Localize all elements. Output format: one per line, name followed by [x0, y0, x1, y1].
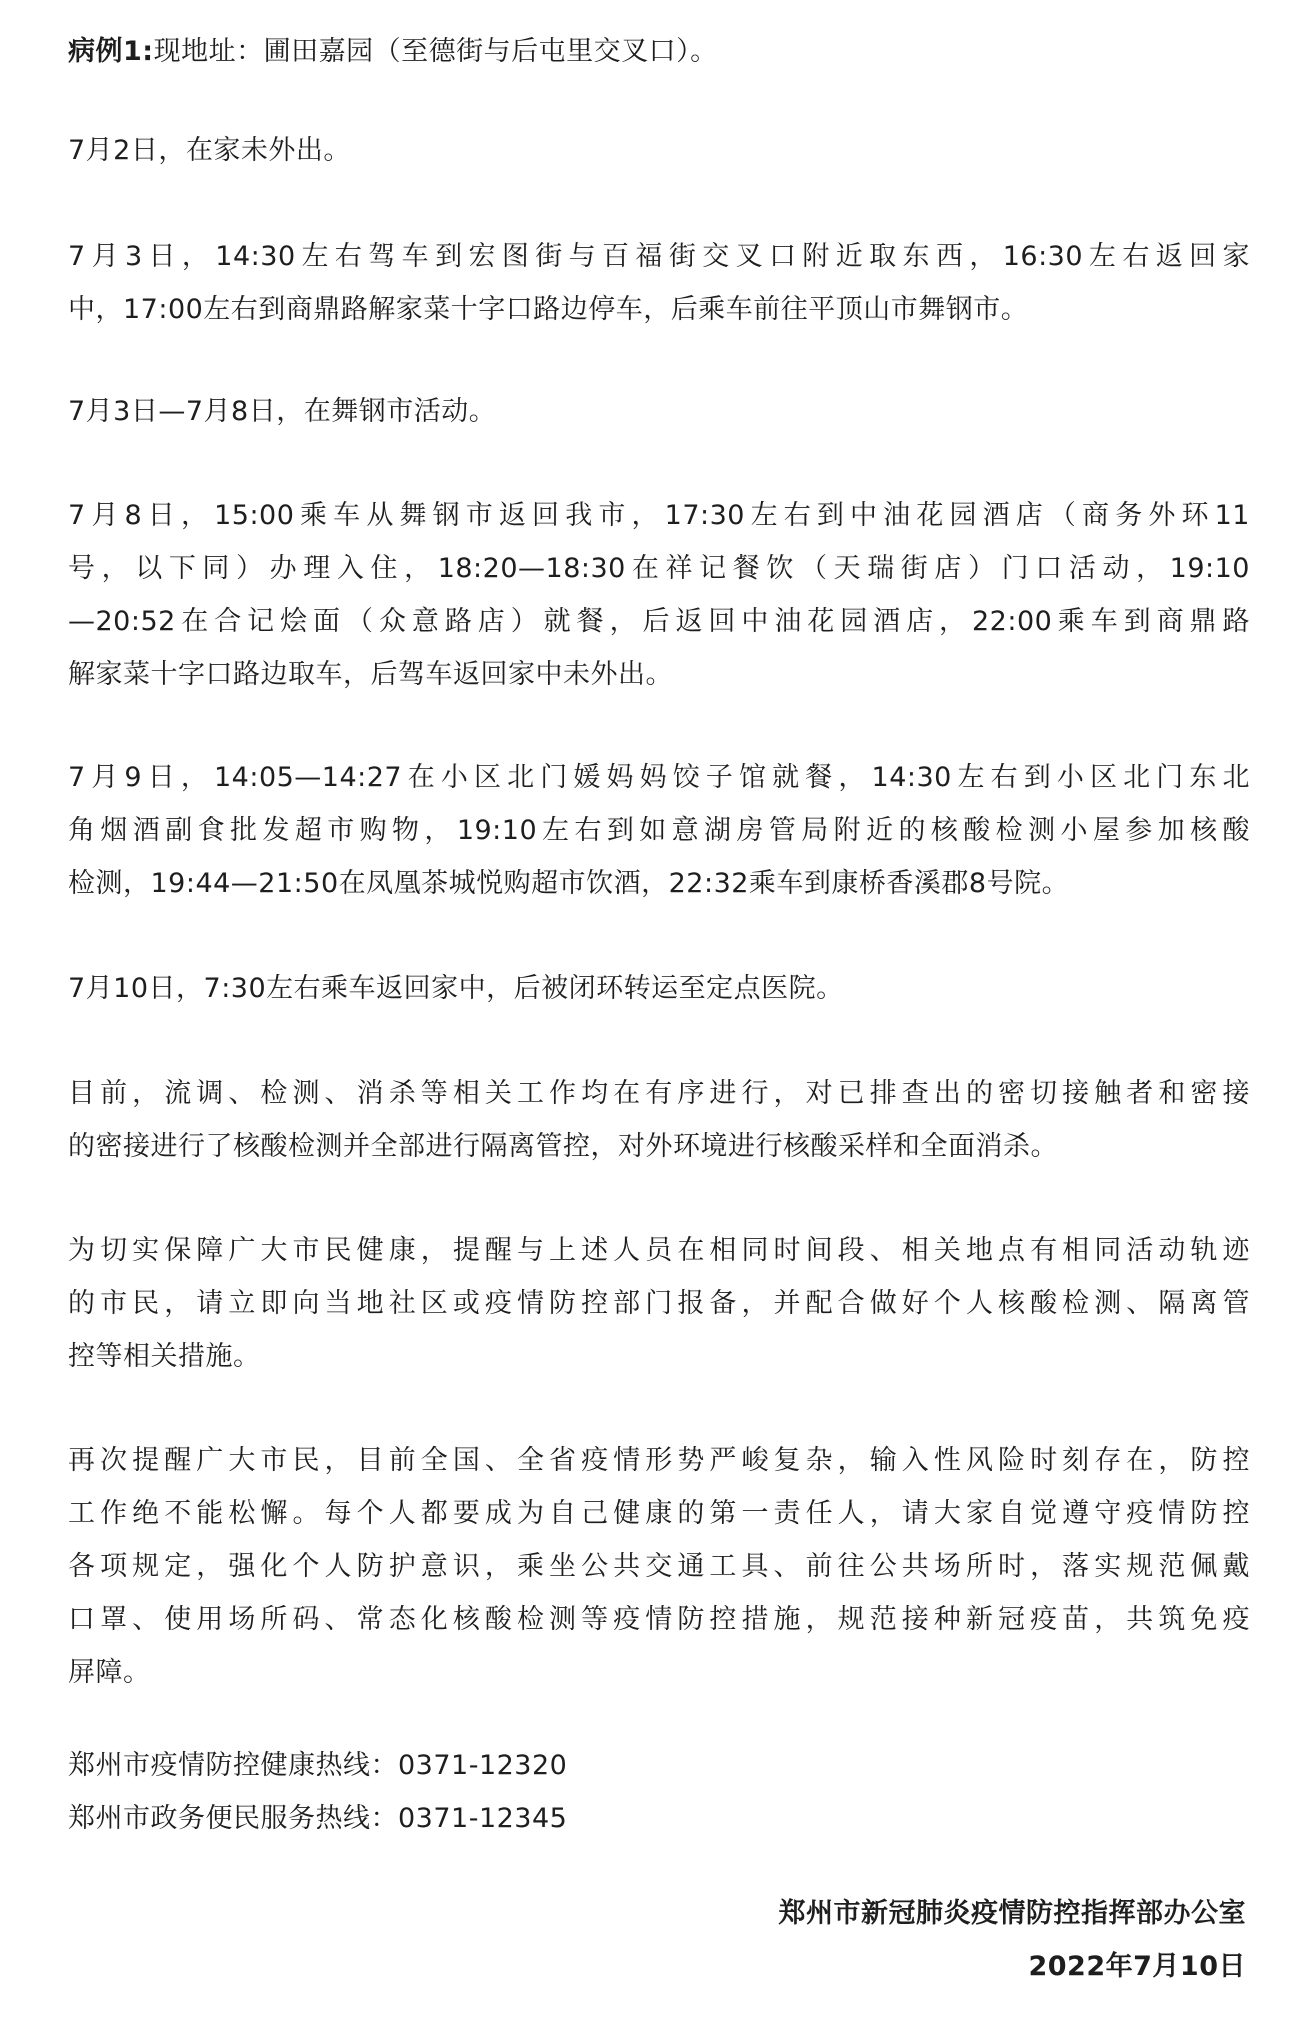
paragraph-jul9-line: 角烟酒副食批发超市购物，19:10左右到如意湖房管局附近的核酸检测小屋参加核酸	[68, 815, 1250, 846]
hotline-health	[68, 1739, 1250, 1792]
paragraph-warning-line: 各项规定，强化个人防护意识，乘坐公共交通工具、前往公共场所时，落实规范佩戴	[68, 1551, 1250, 1582]
paragraph-warning-line: 再次提醒广大市民，目前全国、全省疫情形势严峻复杂，输入性风险时刻存在，防控	[68, 1445, 1250, 1476]
paragraph-warning-line: 屏障。	[68, 1657, 151, 1688]
paragraph-reminder-line: 为切实保障广大市民健康，提醒与上述人员在相同时间段、相关地点有相同活动轨迹	[68, 1235, 1250, 1266]
paragraph-jul8-line: 7月8日，15:00乘车从舞钢市返回我市，17:30左右到中油花园酒店（商务外环11	[68, 500, 1250, 531]
paragraph-reminder-line: 的市民，请立即向当地社区或疫情防控部门报备，并配合做好个人核酸检测、隔离管	[68, 1288, 1250, 1319]
case-header	[68, 25, 1250, 78]
case-address: 现地址：圃田嘉园（至德街与后屯里交叉口）。	[153, 36, 718, 67]
paragraph-warning-line: 口罩、使用场所码、常态化核酸检测等疫情防控措施，规范接种新冠疫苗，共筑免疫	[68, 1604, 1250, 1635]
hotline-government	[68, 1792, 1250, 1845]
paragraph-jul8-line: 解家菜十字口路边取车，后驾车返回家中未外出。	[68, 659, 673, 690]
signature-org: 郑州市新冠肺炎疫情防控指挥部办公室	[778, 1898, 1246, 1929]
paragraph-warning-line: 工作绝不能松懈。每个人都要成为自己健康的第一责任人，请大家自觉遵守疫情防控	[68, 1498, 1250, 1529]
paragraph-jul3-line: 中，17:00左右到商鼎路解家菜十字口路边停车，后乘车前往平顶山市舞钢市。	[68, 294, 1029, 325]
paragraph-jul9-line: 检测，19:44—21:50在凤凰茶城悦购超市饮酒，22:32乘车到康桥香溪郡8号院。	[68, 868, 1070, 899]
paragraph-current-line: 的密接进行了核酸检测并全部进行隔离管控，对外环境进行核酸采样和全面消杀。	[68, 1131, 1058, 1162]
paragraph-jul9-line: 7月9日，14:05—14:27在小区北门媛妈妈饺子馆就餐，14:30左右到小区北门东北	[68, 762, 1250, 793]
paragraph-jul3-line: 7月3日，14:30左右驾车到宏图街与百福街交叉口附近取东西，16:30左右返回家	[68, 241, 1250, 272]
paragraph-jul2: 7月2日，在家未外出。	[68, 135, 351, 166]
paragraph-jul10: 7月10日，7:30左右乘车返回家中，后被闭环转运至定点医院。	[68, 973, 844, 1004]
hotline-label: 郑州市疫情防控健康热线：	[68, 1750, 398, 1781]
hotline-number: 0371-12320	[398, 1750, 568, 1781]
signature-date: 2022年7月10日	[1028, 1951, 1246, 1982]
paragraph-jul8-line: —20:52在合记烩面（众意路店）就餐，后返回中油花园酒店，22:00乘车到商鼎路	[68, 606, 1250, 637]
paragraph-reminder-line: 控等相关措施。	[68, 1341, 261, 1372]
paragraph-jul3-8: 7月3日—7月8日，在舞钢市活动。	[68, 396, 497, 427]
hotline-number: 0371-12345	[398, 1803, 568, 1834]
case-label: 病例1:	[68, 36, 154, 67]
paragraph-jul8-line: 号，以下同）办理入住，18:20—18:30在祥记餐饮（天瑞街店）门口活动，19:10	[68, 553, 1250, 584]
hotline-label: 郑州市政务便民服务热线：	[68, 1803, 398, 1834]
paragraph-current-line: 目前，流调、检测、消杀等相关工作均在有序进行，对已排查出的密切接触者和密接	[68, 1078, 1250, 1109]
